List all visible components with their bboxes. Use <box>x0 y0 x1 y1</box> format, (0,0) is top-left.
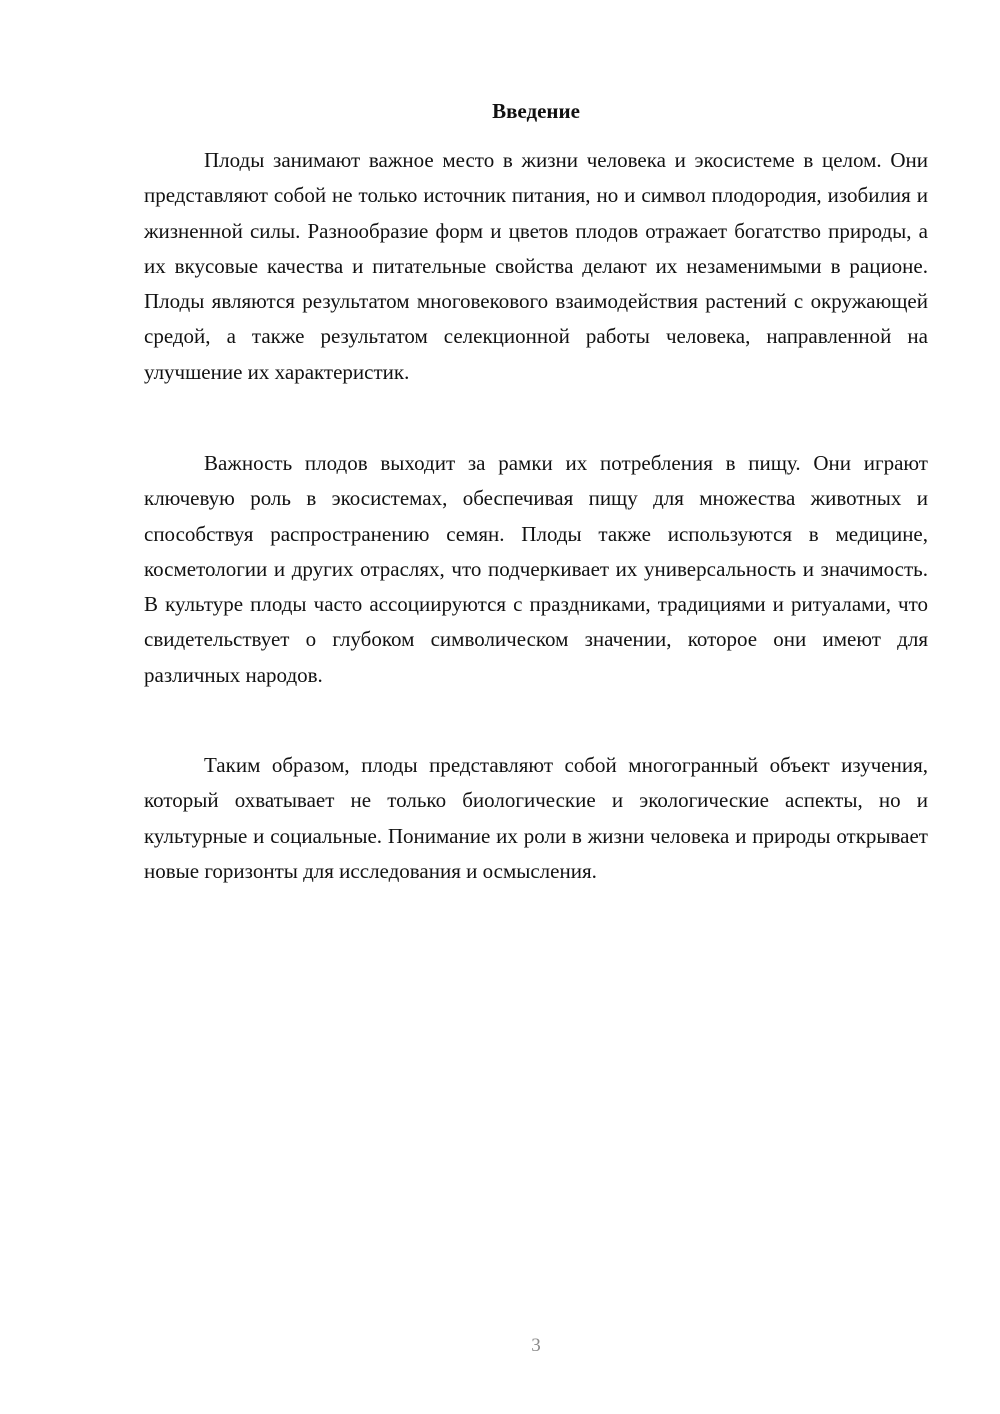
paragraph: Таким образом, плоды представляют собой многогранный объект изучения, который охватывает не только биологические и экологические аспекты, но и культурные и социальные. Понимание их роли в жизни человека и природы открывает новые горизонты для исследования и осмысления. <box>144 753 928 883</box>
paragraph: Плоды занимают важное место в жизни человека и экосистеме в целом. Они представляют собой не только источник питания, но и символ плодородия, изобилия и жизненной силы. Разнообразие форм и цветов плодов отражает богатство природы, а их вкусовые качества и питательные свойства делают их незаменимыми в рационе. Плоды являются результатом многовекового взаимодействия растений с окружающей средой, а также результатом селекционной работы человека, направленной на улучшение их характеристик. <box>144 148 928 384</box>
page-number: 3 <box>531 1335 541 1356</box>
paragraph: Важность плодов выходит за рамки их потребления в пищу. Они играют ключевую роль в экосистемах, обеспечивая пищу для множества животных и способствуя распространению семян. Плоды также используются в медицине, косметологии и других отраслях, что подчеркивает их универсальность и значимость. В культуре плоды часто ассоциируются с праздниками, традициями и ритуалами, что свидетельствует о глубоком символическом значении, которое они имеют для различных народов. <box>144 451 928 687</box>
page-title: Введение <box>492 99 580 123</box>
